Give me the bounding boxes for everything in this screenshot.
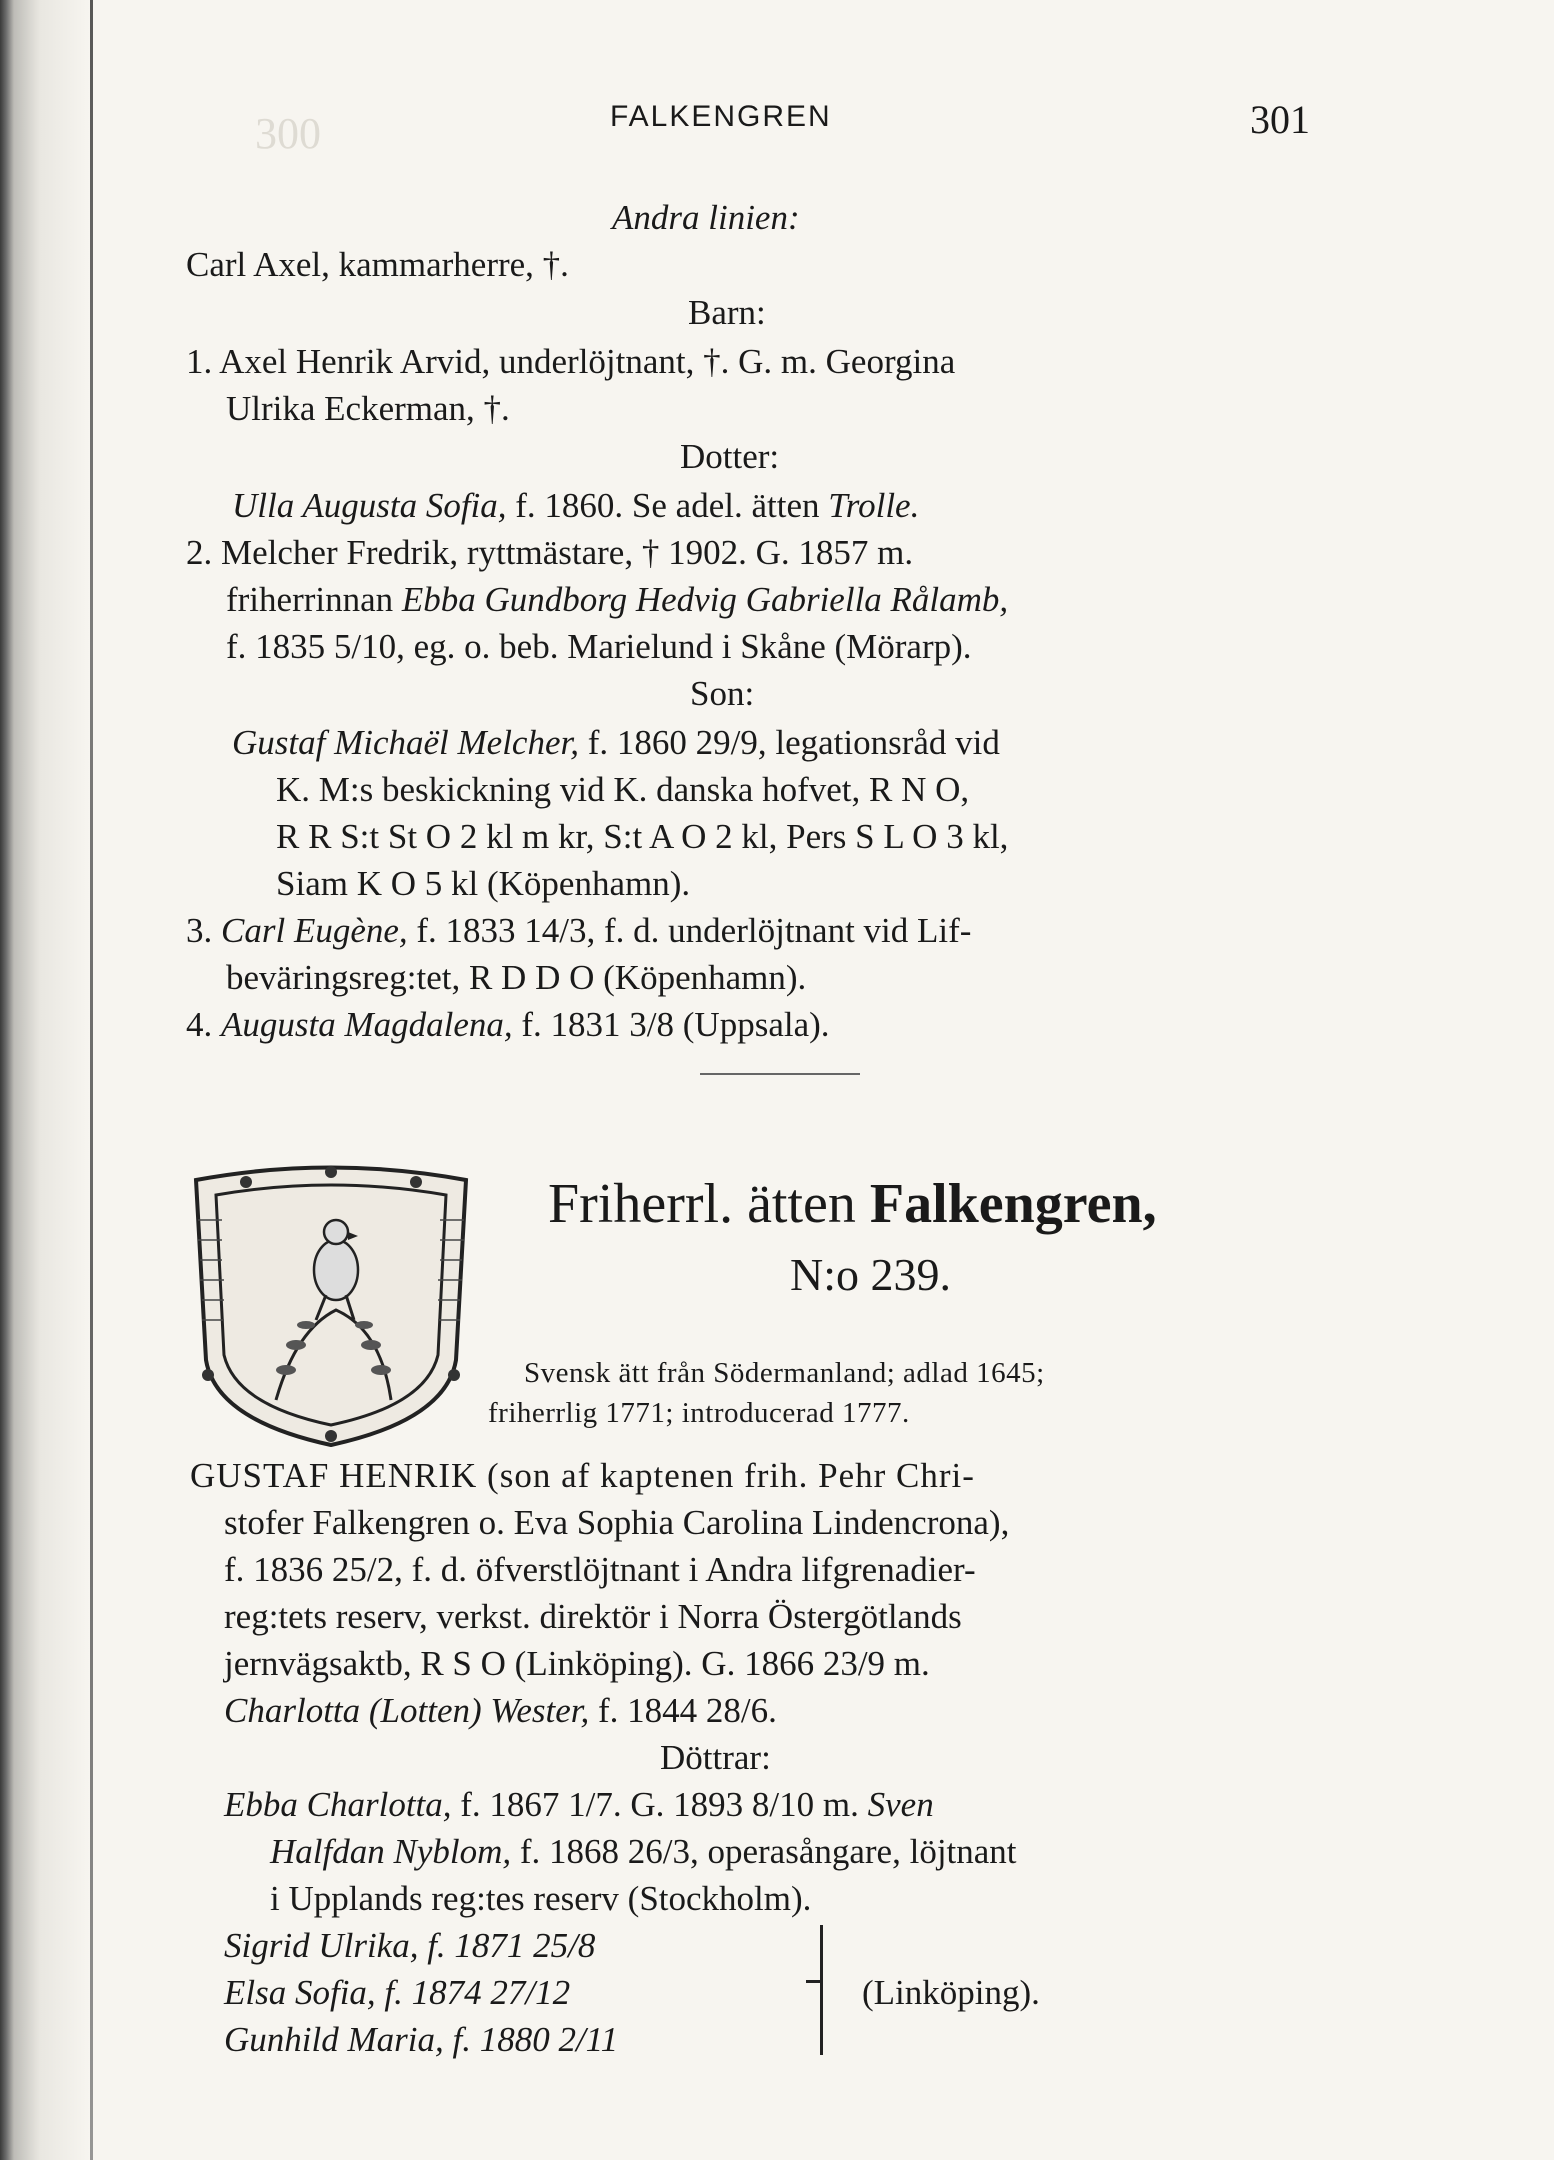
title-prefix: Friherrl. ätten (548, 1173, 870, 1235)
text-line (224, 1785, 934, 1825)
text-line: GUSTAF HENRIK (son af kaptenen frih. Pehr Chri- (190, 1456, 975, 1495)
text-fragment: f. 1867 1/7. G. 1893 8/10 m. (451, 1785, 868, 1824)
text-fragment: f. 1831 3/8 (Uppsala). (512, 1005, 830, 1044)
subheading-dotter: Dotter: (680, 437, 780, 476)
origin-line: friherrlig 1771; introducerad 1777. (488, 1397, 910, 1429)
text-line (232, 723, 1000, 763)
person-name: Augusta Magdalena, (221, 1005, 513, 1044)
text-line: i Upplands reg:tes reserv (Stockholm). (270, 1879, 812, 1918)
person-name: Carl Eugène, (221, 911, 408, 950)
text-line: stofer Falkengren o. Eva Sophia Carolina Lindencrona), (224, 1503, 1010, 1542)
bleed-through-page-number: 300 (255, 109, 321, 158)
section-heading: Andra linien: (612, 198, 800, 237)
gutter-line (90, 0, 93, 2160)
text-line (270, 1832, 1017, 1872)
text-line (232, 486, 919, 526)
daughter-entry: Elsa Sofia, f. 1874 27/12 (224, 1973, 571, 2012)
subheading-dottrar: Döttrar: (660, 1738, 771, 1777)
daughter-entry: Gunhild Maria, f. 1880 2/11 (224, 2020, 619, 2059)
family-name: Trolle. (828, 486, 920, 525)
text-line: jernvägsaktb, R S O (Linköping). G. 1866 23/9 m. (224, 1644, 930, 1683)
text-line: R R S:t St O 2 kl m kr, S:t A O 2 kl, Pers S L O 3 kl, (276, 817, 1009, 856)
text-fragment: f. 1833 14/3, f. d. underlöjtnant vid Lif- (407, 911, 972, 950)
text-fragment: friherrinnan (226, 580, 402, 619)
text-fragment: 4. (186, 1005, 221, 1044)
residence-text: (Linköping). (862, 1973, 1040, 2012)
subheading-son: Son: (690, 674, 755, 713)
text-line: K. M:s beskickning vid K. danska hofvet, R N O, (276, 770, 970, 809)
text-line: 2. Melcher Fredrik, ryttmästare, † 1902. G. 1857 m. (186, 533, 914, 572)
grouping-brace-tip (806, 1980, 820, 1983)
running-head: FALKENGREN (610, 100, 832, 133)
book-spine-shadow (0, 0, 120, 2160)
person-name: Halfdan Nyblom, (270, 1832, 512, 1871)
text-line: reg:tets reserv, verkst. direktör i Norra Östergötlands (224, 1597, 962, 1636)
origin-line: Svensk ätt från Södermanland; adlad 1645; (524, 1357, 1045, 1389)
person-name: Ebba Charlotta, (224, 1785, 452, 1824)
text-line (186, 1005, 830, 1045)
grouping-brace (820, 1925, 853, 2055)
person-name: Ebba Gundborg Hedvig Gabriella Rålamb, (401, 580, 1009, 619)
person-name: Gustaf Michaël Melcher, (232, 723, 579, 762)
page-header (610, 97, 1310, 150)
person-name: Ulla Augusta Sofia, (232, 486, 507, 525)
text-line: Carl Axel, kammarherre, †. (186, 245, 569, 284)
text-line (226, 580, 1008, 620)
text-fragment: f. 1844 28/6. (589, 1691, 777, 1730)
coat-of-arms-image (186, 1160, 476, 1450)
text-line: f. 1835 5/10, eg. o. beb. Marielund i Skåne (Mörarp). (226, 627, 972, 666)
text-line: 1. Axel Henrik Arvid, underlöjtnant, †. G. m. Georgina (186, 342, 956, 381)
section-divider (700, 1073, 860, 1075)
text-line: Ulrika Eckerman, †. (226, 389, 510, 428)
family-title (548, 1172, 1157, 1236)
family-number: N:o 239. (790, 1249, 951, 1300)
person-name: Sven (867, 1785, 934, 1824)
text-line: beväringsreg:tet, R D D O (Köpenhamn). (226, 958, 807, 997)
text-fragment: f. 1868 26/3, operasångare, löjtnant (511, 1832, 1017, 1871)
text-fragment: 3. (186, 911, 221, 950)
text-fragment: f. 1860 29/9, legationsråd vid (579, 723, 1000, 762)
daughter-entry: Sigrid Ulrika, f. 1871 25/8 (224, 1926, 596, 1965)
subheading-barn: Barn: (688, 293, 766, 332)
text-line (224, 1691, 777, 1731)
text-line: Siam K O 5 kl (Köpenhamn). (276, 864, 691, 903)
family-name-bold: Falkengren, (869, 1173, 1157, 1235)
text-line (186, 911, 971, 951)
person-name: Charlotta (Lotten) Wester, (224, 1691, 590, 1730)
text-fragment: f. 1860. Se adel. ätten (506, 486, 829, 525)
page-number: 301 (1250, 97, 1310, 142)
text-line: f. 1836 25/2, f. d. öfverstlöjtnant i Andra lifgrenadier- (224, 1550, 976, 1589)
